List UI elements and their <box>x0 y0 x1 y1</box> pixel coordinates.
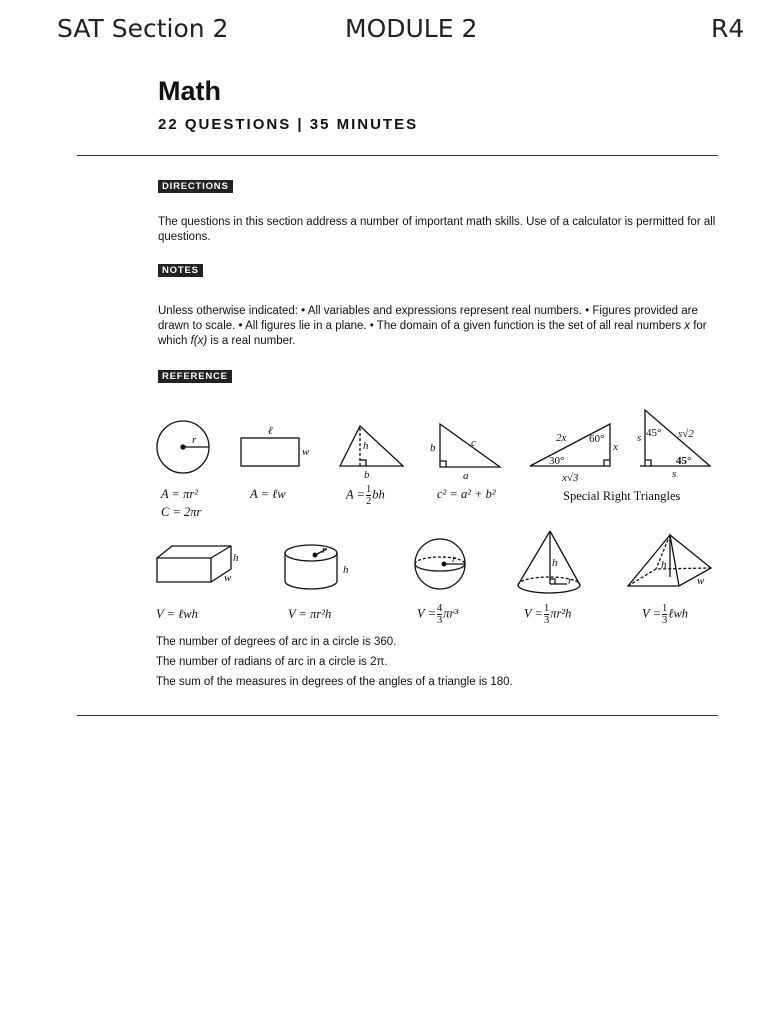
page-title: Math <box>158 76 221 106</box>
figure-stroke <box>415 557 465 564</box>
divider <box>77 715 718 716</box>
numerator: 1 <box>661 603 668 614</box>
pythagorean-formula: c² = a² + b² <box>437 487 496 501</box>
notes-part: is a real number. <box>207 335 296 347</box>
pyramid-volume-formula <box>642 603 688 626</box>
figure-label: 45° <box>646 427 662 439</box>
box-figure <box>157 546 239 584</box>
notes-var: x <box>684 320 691 332</box>
30-60-90-triangle-figure <box>530 424 618 484</box>
numerator: 1 <box>543 603 550 614</box>
denominator: 3 <box>543 615 550 626</box>
denominator: 3 <box>661 615 668 626</box>
cylinder-volume-formula: V = πr²h <box>288 607 332 621</box>
formula-part: V = <box>417 606 436 621</box>
figure-label: b <box>364 469 370 481</box>
figure-label: r <box>568 575 573 587</box>
reference-fact: The sum of the measures in degrees of the angles of a triangle is 180. <box>156 676 513 688</box>
figure-label: 2x <box>556 432 567 444</box>
circle-figure <box>157 421 209 473</box>
notes-badge: NOTES <box>158 264 203 277</box>
circle-circumference-formula: C = 2πr <box>161 505 202 519</box>
denominator: 2 <box>365 496 372 507</box>
figure-stroke <box>157 558 211 582</box>
pyramid-figure <box>628 535 711 587</box>
figure-label: s√2 <box>678 428 694 440</box>
figure-stroke <box>360 460 366 466</box>
directions-text: The questions in this section address a number of important math skills. Use of a calculator is permitted for all questions. <box>158 216 716 243</box>
figure-label: r <box>452 553 457 565</box>
figure-label: w <box>224 572 232 584</box>
45-45-90-triangle-figure <box>637 410 710 480</box>
cylinder-figure <box>285 544 349 589</box>
figure-stroke <box>415 564 465 571</box>
figure-label: x√3 <box>562 472 579 484</box>
figure-label: 30° <box>549 455 565 467</box>
figure-stroke <box>241 438 299 466</box>
circle-area-formula: A = πr² <box>161 487 198 501</box>
figure-label: h <box>343 564 349 576</box>
figure-label: h <box>552 557 558 569</box>
cone-volume-formula <box>524 603 571 626</box>
page-subtitle: 22 QUESTIONS | 35 MINUTES <box>158 116 419 133</box>
reference-fact: The number of degrees of arc in a circle is 360. <box>156 636 397 648</box>
header-module: MODULE 2 <box>345 14 478 43</box>
header-section: SAT Section 2 <box>57 14 229 43</box>
denominator: 3 <box>436 615 443 626</box>
figure-label: w <box>697 575 705 587</box>
figure-stroke <box>550 579 555 584</box>
right-triangle-figure <box>430 424 500 482</box>
formula-part: V = <box>524 606 543 621</box>
figure-label: r <box>322 544 327 556</box>
rectangle-area-formula: A = ℓw <box>250 487 286 501</box>
figure-stroke <box>530 424 610 466</box>
formula-part: πr³ <box>443 606 459 621</box>
triangle-figure <box>340 426 403 481</box>
figure-label: ℓ <box>268 425 273 437</box>
figure-label: a <box>463 470 469 482</box>
figure-label: x <box>613 441 618 453</box>
figure-label: h <box>661 559 667 571</box>
figure-label: c <box>471 437 476 449</box>
reference-badge: REFERENCE <box>158 370 232 383</box>
figure-stroke <box>604 460 610 466</box>
figure-label: s <box>637 432 642 444</box>
sphere-figure <box>415 539 465 589</box>
figure-label: r <box>192 434 197 446</box>
figure-stroke <box>518 531 550 585</box>
figure-stroke <box>285 581 337 589</box>
figure-label: 60° <box>589 433 605 445</box>
figure-stroke <box>211 546 231 558</box>
figure-stroke <box>440 461 446 467</box>
figure-label: s <box>672 468 677 480</box>
formula-part: bh <box>372 487 385 502</box>
reference-fact: The number of radians of arc in a circle is 2π. <box>156 656 388 668</box>
formula-part: πr²h <box>550 606 572 621</box>
notes-part: Unless otherwise indicated: • All variables and expressions represent real numbers. • Figures provided are drawn to scale. • All figures lie in a plane. • The domain of a given function is the set of all real numbers <box>158 305 698 332</box>
figure-label: 45° <box>676 455 692 467</box>
formula-part: ℓwh <box>668 606 689 621</box>
header-code: R4 <box>711 14 745 43</box>
rectangle-figure <box>241 425 310 466</box>
figure-stroke <box>285 545 337 561</box>
numerator: 1 <box>365 484 372 495</box>
figure-stroke <box>340 426 403 466</box>
box-volume-formula: V = ℓwh <box>156 607 198 621</box>
directions-badge: DIRECTIONS <box>158 180 233 193</box>
figure-stroke <box>645 460 651 466</box>
triangle-area-formula <box>346 484 385 507</box>
fraction <box>437 603 442 626</box>
figure-stroke <box>157 546 231 582</box>
notes-func: f(x) <box>190 335 208 347</box>
numerator: 4 <box>436 603 443 614</box>
formula-part: A = <box>346 487 365 502</box>
special-right-triangles-label: Special Right Triangles <box>563 489 681 503</box>
figure-label: h <box>233 552 239 564</box>
fraction <box>662 603 667 626</box>
fraction <box>544 603 549 626</box>
figure-label: b <box>430 442 436 454</box>
notes-part: for which <box>158 320 707 347</box>
figure-label: w <box>302 446 310 458</box>
figure-stroke <box>440 424 500 467</box>
formula-part: V = <box>642 606 661 621</box>
figure-label: h <box>363 440 369 452</box>
cone-figure <box>518 531 580 593</box>
sphere-volume-formula <box>417 603 458 626</box>
fraction <box>366 484 371 507</box>
